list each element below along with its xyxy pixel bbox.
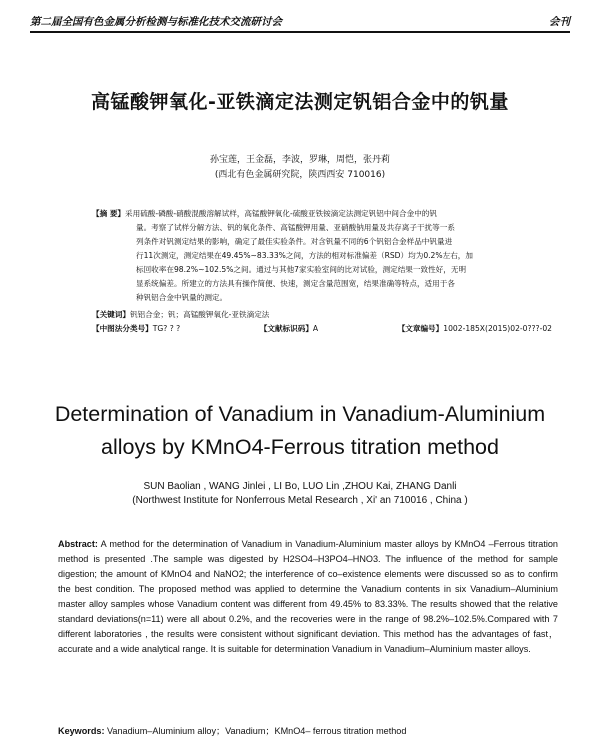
chinese-abstract-line: 量。考察了试样分解方法、钒的氧化条件、高锰酸钾用量、亚硝酸钠用量及共存离子干扰等一系 <box>136 223 455 232</box>
english-title <box>0 398 600 464</box>
clc-number: 【中图法分类号】TG? ? ? <box>92 324 181 333</box>
chinese-abstract-line: 行11次测定，测定结果在49.45%~83.33%之间，方法的相对标准偏差（RSD）均为0.2%左右，加 <box>136 251 473 260</box>
english-keywords-value: Vanadium–Aluminium alloy；Vanadium；KMnO4– ferrous titration method <box>107 726 407 736</box>
chinese-abstract-line: 列条件对钒测定结果的影响，确定了最佳实验条件。对含钒量不同的6个钒铝合金样品中钒量进 <box>136 237 453 246</box>
chinese-title: 高锰酸钾氧化-亚铁滴定法测定钒铝合金中的钒量 <box>91 91 509 113</box>
chinese-authors: 孙宝莲，王金磊，李波，罗琳，周恺，张丹莉 <box>209 155 390 165</box>
chinese-abstract-line: 显系统偏差。所建立的方法具有操作简便、快速，测定含量范围宽，结果准确等特点，适用于各 <box>136 279 455 288</box>
english-title-line-1: Determination of Vanadium in Vanadium-Aluminium <box>54 402 546 426</box>
article-number: 【文章编号】1002-185X(2015)02-0???-02 <box>397 324 552 333</box>
english-keywords <box>58 724 558 737</box>
header-conference-name: 第二届全国有色金属分析检测与标准化技术交流研讨会 <box>30 15 282 28</box>
chinese-affiliation: (西北有色金属研究院，陕西西安 710016) <box>214 170 386 180</box>
running-header <box>30 12 570 30</box>
chinese-keywords-value: 钒铝合金；钒；高锰酸钾氧化-亚铁滴定法 <box>129 310 270 319</box>
chinese-abstract <box>92 207 522 305</box>
chinese-abstract-line: 种钒铝合金中钒量的测定。 <box>136 293 228 302</box>
header-rule <box>30 31 570 33</box>
chinese-keywords <box>92 309 552 320</box>
english-title-line-2: alloys by KMnO4-Ferrous titration method <box>101 435 499 459</box>
chinese-abstract-label: 【摘 要】 <box>92 209 126 218</box>
english-abstract-label: Abstract: <box>58 539 98 549</box>
chinese-abstract-line: 标回收率在98.2%~102.5%之间。通过与其他7家实验室间的比对试验，测定结果一致性好，无明 <box>136 265 467 274</box>
english-keywords-label: Keywords: <box>58 726 105 736</box>
chinese-abstract-line: 【摘 要】采用硫酸-磷酸-硝酸混酸溶解试样，高锰酸钾氧化-硫酸亚铁铵滴定法测定钒铝中间合金中的钒 <box>92 209 437 218</box>
chinese-keywords-label: 【关键词】 <box>92 310 130 319</box>
english-abstract-body: A method for the determination of Vanadium in Vanadium-Aluminium master alloys by KMnO4 –Ferrous titration method is presented .The sample was digested by H2SO4–H3PO4–HNO3. The influence of the method for sample digestion; the amount of KMnO4 and NaNO2; the interference of co–existence elements were discussed so as to confirm the best condition. The proposed method was applied to determine the Vanadium contents in six Vanadium–Aluminium master alloy samples whose Vanadium content was different from 49.45% to 83.33%. The results showed that the relative standard deviations(n=11) were all about 0.2%, and the recoveries were in the range of 98.2%–102.5%.Compared with 7 different laboratories , the results were consistent without significant deviation. This method has the advantages of fast，accurate and a wide analytical range. It is suitable for determination Vanadium in Vanadium–Aluminium master alloys. <box>58 539 558 654</box>
english-authors: SUN Baolian , WANG Jinlei , LI Bo, LUO Lin ,ZHOU Kai, ZHANG Danli <box>143 481 457 492</box>
document-code: 【文献标识码】A <box>259 324 319 333</box>
english-abstract <box>58 537 558 657</box>
english-affiliation: (Northwest Institute for Nonferrous Metal Research , Xi' an 710016 , China ) <box>132 495 468 506</box>
chinese-classification-row <box>92 323 552 334</box>
header-proceedings-label: 会刊 <box>549 15 570 28</box>
